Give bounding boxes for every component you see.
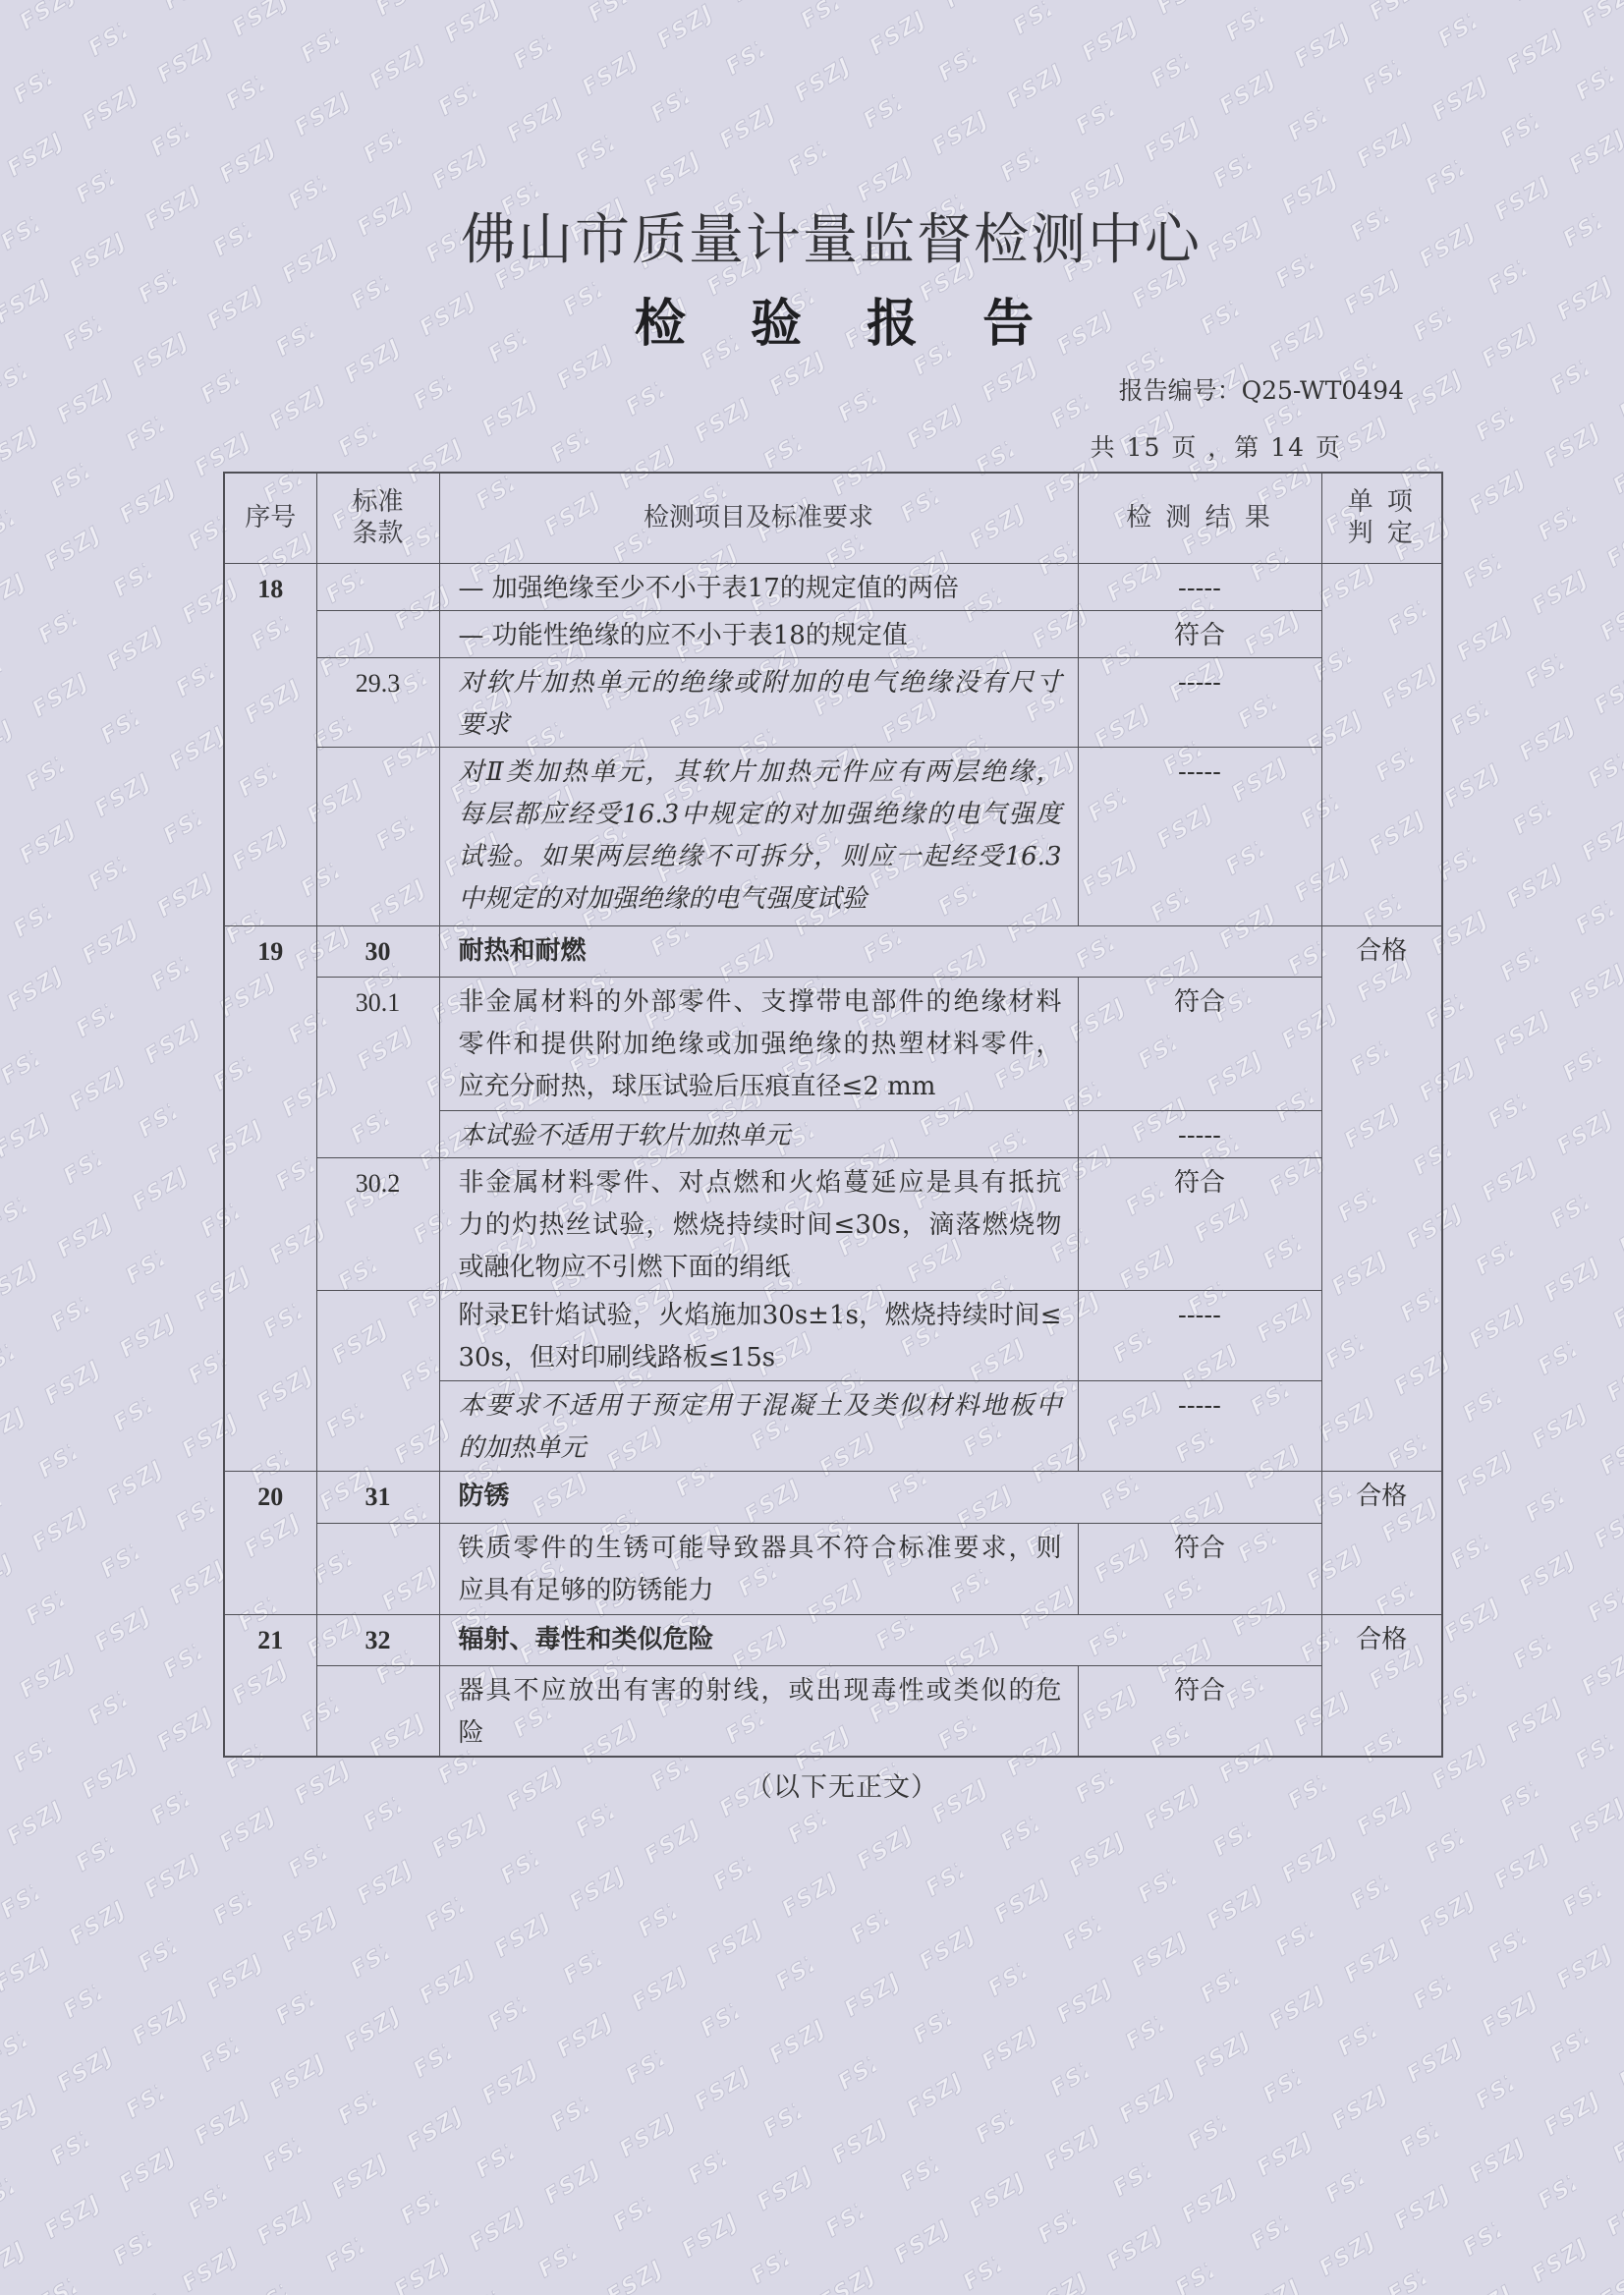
item-cell	[439, 610, 1078, 657]
verdict-cell	[1321, 563, 1442, 925]
clause-cell	[316, 1523, 439, 1614]
item-line: 的加热单元	[458, 1432, 587, 1463]
seq-cell: 18	[224, 563, 316, 925]
item-cell	[439, 977, 1078, 1110]
item-line: 附录E针焰试验，火焰施加30s±1s，燃烧持续时间≤	[458, 1300, 1062, 1330]
item-line: 对Ⅱ类加热单元，其软片加热元件应有两层绝缘，	[458, 756, 1062, 787]
clause-cell: 30	[316, 925, 439, 977]
item-line: 30s，但对印刷线路板≤15s	[458, 1342, 776, 1372]
clause-cell: 31	[316, 1471, 439, 1523]
item-line: 本要求不适用于预定用于混凝土及类似材料地板中	[458, 1390, 1062, 1421]
item-cell	[439, 1380, 1078, 1471]
result-cell: -----	[1078, 747, 1321, 925]
result-cell: -----	[1078, 1290, 1321, 1380]
item-cell	[439, 747, 1078, 925]
clause-cell	[316, 1290, 439, 1471]
table-row	[224, 1665, 1442, 1757]
result-cell: 符合	[1078, 977, 1321, 1110]
col-header-verdict-line: 单 项	[1347, 487, 1416, 518]
item-line: 或融化物应不引燃下面的绢纸	[458, 1252, 791, 1282]
section-title-cell: 防锈	[439, 1471, 1321, 1523]
result-cell: -----	[1078, 657, 1321, 747]
item-line: — 加强绝缘至少不小于表17的规定值的两倍	[458, 573, 959, 603]
item-line: 要求	[458, 709, 510, 740]
item-line: 非金属材料零件、对点燃和火焰蔓延应是具有抵抗	[458, 1167, 1062, 1198]
seq-cell: 19	[224, 925, 316, 1471]
clause-cell: 32	[316, 1614, 439, 1665]
col-header-clause	[316, 473, 439, 563]
item-line: 本试验不适用于软片加热单元	[458, 1120, 791, 1150]
table-body	[224, 563, 1442, 1757]
seq-cell: 21	[224, 1614, 316, 1757]
item-line: 力的灼热丝试验，燃烧持续时间≤30s，滴落燃烧物	[458, 1209, 1062, 1240]
table-row	[224, 563, 1442, 610]
table-row	[224, 925, 1442, 977]
table-row	[224, 747, 1442, 925]
clause-cell: 30.1	[316, 977, 439, 1157]
item-line: 应充分耐热，球压试验后压痕直径≤2 mm	[458, 1071, 936, 1101]
item-cell	[439, 1665, 1078, 1757]
verdict-cell: 合格	[1321, 1471, 1442, 1614]
table-header	[224, 473, 1442, 563]
col-header-verdict	[1321, 473, 1442, 563]
table-row	[224, 657, 1442, 747]
result-cell: -----	[1078, 563, 1321, 610]
table-row	[224, 610, 1442, 657]
item-cell	[439, 657, 1078, 747]
col-header-seq: 序号	[224, 473, 316, 563]
item-line: 对软片加热单元的绝缘或附加的电气绝缘没有尺寸	[458, 667, 1062, 698]
document-title: 检 验 报 告	[634, 295, 1058, 354]
end-of-text-note: （以下无正文）	[746, 1772, 938, 1803]
verdict-cell: 合格	[1321, 1614, 1442, 1757]
col-header-verdict-line: 判 定	[1347, 519, 1416, 549]
result-cell: 符合	[1078, 1523, 1321, 1614]
result-cell: 符合	[1078, 610, 1321, 657]
item-line: 中规定的对加强绝缘的电气强度试验	[458, 883, 868, 914]
verdict-cell: 合格	[1321, 925, 1442, 1471]
clause-cell: 30.2	[316, 1157, 439, 1290]
item-cell	[439, 1523, 1078, 1614]
item-line: 险	[458, 1717, 484, 1748]
item-cell	[439, 1110, 1078, 1157]
col-header-clause-line: 标准	[352, 487, 404, 518]
clause-cell: 29.3	[316, 657, 439, 747]
table-row	[224, 1290, 1442, 1380]
table-row	[224, 1523, 1442, 1614]
clause-cell	[316, 747, 439, 925]
item-line: 非金属材料的外部零件、支撑带电部件的绝缘材料	[458, 986, 1062, 1017]
item-line: 铁质零件的生锈可能导致器具不符合标准要求，则	[458, 1533, 1062, 1563]
result-cell: 符合	[1078, 1665, 1321, 1757]
col-header-item: 检测项目及标准要求	[439, 473, 1078, 563]
table-row	[224, 1614, 1442, 1665]
table-row	[224, 1471, 1442, 1523]
clause-cell	[316, 1665, 439, 1757]
table-row	[224, 977, 1442, 1110]
item-cell	[439, 1290, 1078, 1380]
page-counter: 共 15 页 ，第 14 页	[1090, 433, 1342, 462]
seq-cell: 20	[224, 1471, 316, 1614]
col-header-result: 检 测 结 果	[1078, 473, 1321, 563]
item-line: 零件和提供附加绝缘或加强绝缘的热塑材料零件，	[458, 1029, 1062, 1059]
inspection-table	[223, 472, 1443, 1758]
item-cell	[439, 563, 1078, 610]
header-row	[224, 473, 1442, 563]
result-cell: -----	[1078, 1110, 1321, 1157]
col-header-clause-line: 条款	[352, 519, 404, 549]
section-title-cell: 耐热和耐燃	[439, 925, 1321, 977]
clause-cell	[316, 610, 439, 657]
report-number: 报告编号：Q25-WT0494	[1118, 376, 1404, 405]
item-line: 应具有足够的防锈能力	[458, 1575, 714, 1605]
item-cell	[439, 1157, 1078, 1290]
table-row	[224, 1157, 1442, 1290]
result-cell: -----	[1078, 1380, 1321, 1471]
item-line: 试验。如果两层绝缘不可拆分，则应一起经受16.3	[458, 841, 1062, 871]
item-line: 器具不应放出有害的射线，或出现毒性或类似的危	[458, 1675, 1062, 1706]
clause-cell	[316, 563, 439, 610]
section-title-cell: 辐射、毒性和类似危险	[439, 1614, 1321, 1665]
item-line: 每层都应经受16.3中规定的对加强绝缘的电气强度	[458, 799, 1062, 829]
organization-title: 佛山市质量计量监督检测中心	[461, 208, 1202, 272]
item-line: — 功能性绝缘的应不小于表18的规定值	[458, 620, 908, 650]
result-cell: 符合	[1078, 1157, 1321, 1290]
